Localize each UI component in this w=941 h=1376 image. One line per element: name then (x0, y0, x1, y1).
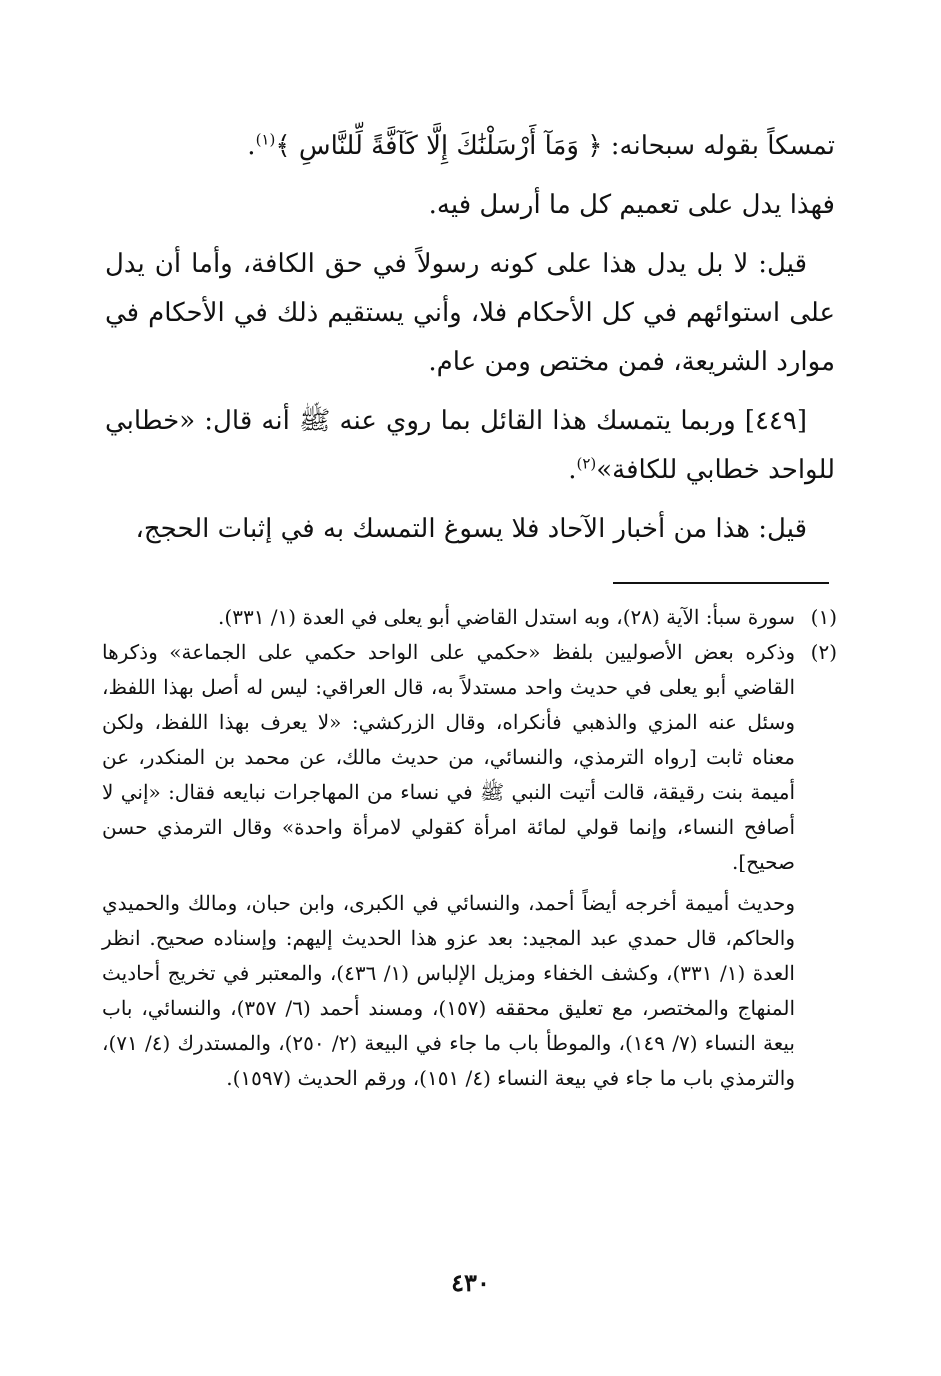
p1-end: . (247, 131, 256, 161)
p4-text: [٤٤٩] وربما يتمسك هذا القائل بما روي عنه ﷺ أنه قال: «خطابي للواحد خطابي للكافة» (105, 406, 835, 485)
footnote-separator (613, 582, 829, 584)
page-number: ٤٣٠ (451, 1268, 490, 1297)
footnote-1 (102, 600, 837, 635)
paragraph-4 (105, 397, 835, 495)
footnotes (102, 600, 837, 1096)
paragraph-5: قيل: هذا من أخبار الآحاد فلا يسوغ التمسك به في إثبات الحجج، (135, 514, 807, 544)
paragraph-2: فهذا يدل على تعميم كل ما أرسل فيه. (428, 190, 835, 220)
footnote-1-number: (١) (810, 605, 837, 629)
paragraph-1 (105, 122, 835, 171)
footnote-2-number: (٢) (810, 640, 837, 664)
main-text (105, 122, 835, 564)
p4-end: . (568, 455, 577, 485)
p1-text: تمسكاً بقوله سبحانه: (602, 131, 835, 161)
footnote-2 (102, 635, 837, 1096)
footnote-ref-1[interactable]: (١) (255, 130, 276, 149)
quran-verse: ﴿ وَمَآ أَرْسَلْنَٰكَ إِلَّا كَآفَّةً لِّلنَّاسِ ﴾ (275, 131, 603, 161)
footnote-2-continuation: وحديث أميمة أخرجه أيضاً أحمد، والنسائي في الكبرى، وابن حبان، ومالك والحميدي والحاكم، قال حمدي عبد المجيد: بعد عزو هذا الحديث إليهم: وإسناده صحيح. انظر العدة (١/ ٣٣١)، وكشف الخفاء ومزيل الإلباس (١/ ٤٣٦)، والمعتبر في تخريج أحاديث المنهاج والمختصر، مع تعليق محققه (١٥٧)، ومسند أحمد (٦/ ٣٥٧)، والنسائي، باب بيعة النساء (٧/ ١٤٩)، والموطأ باب ما جاء في البيعة (٢/ ٢٥٠)، والمستدرك (٤/ ٧١)، والترمذي باب ما جاء في بيعة النساء (٤/ ١٥١)، ورقم الحديث (١٥٩٧). (102, 891, 796, 1090)
paragraph-3: قيل: لا بل يدل هذا على كونه رسولاً في حق الكافة، وأما أن يدل على استوائهم في كل الأحكام فلا، وأني يستقيم ذلك في الأحكام في موارد الشريعة، فمن مختص ومن عام. (105, 249, 835, 377)
footnote-2-text: وذكره بعض الأصوليين بلفظ «حكمي على الواحد حكمي على الجماعة» وذكرها القاضي أبو يعلى في حديث واحد مستدلاً به، قال العراقي: ليس له أصل بهذا اللفظ، وسئل عنه المزي والذهبي فأنكراه، وقال الزركشي: «لا يعرف بهذا اللفظ، ولكن معناه ثابت [رواه الترمذي، والنسائي، من حديث مالك، عن محمد بن المنكدر، عن أميمة بنت رقيقة، قالت أتيت النبي ﷺ في نساء من المهاجرات نبايعه فقال: «إني لا أصافح النساء، وإنما قولي لمائة امرأة كقولي لامرأة واحدة» وقال الترمذي حسن صحيح]. (102, 640, 796, 874)
footnote-2-body (102, 635, 795, 1096)
footnote-1-text: سورة سبأ: الآية (٢٨)، وبه استدل القاضي أبو يعلى في العدة (١/ ٣٣١). (218, 605, 795, 629)
footnote-ref-2[interactable]: (٢) (576, 454, 597, 473)
